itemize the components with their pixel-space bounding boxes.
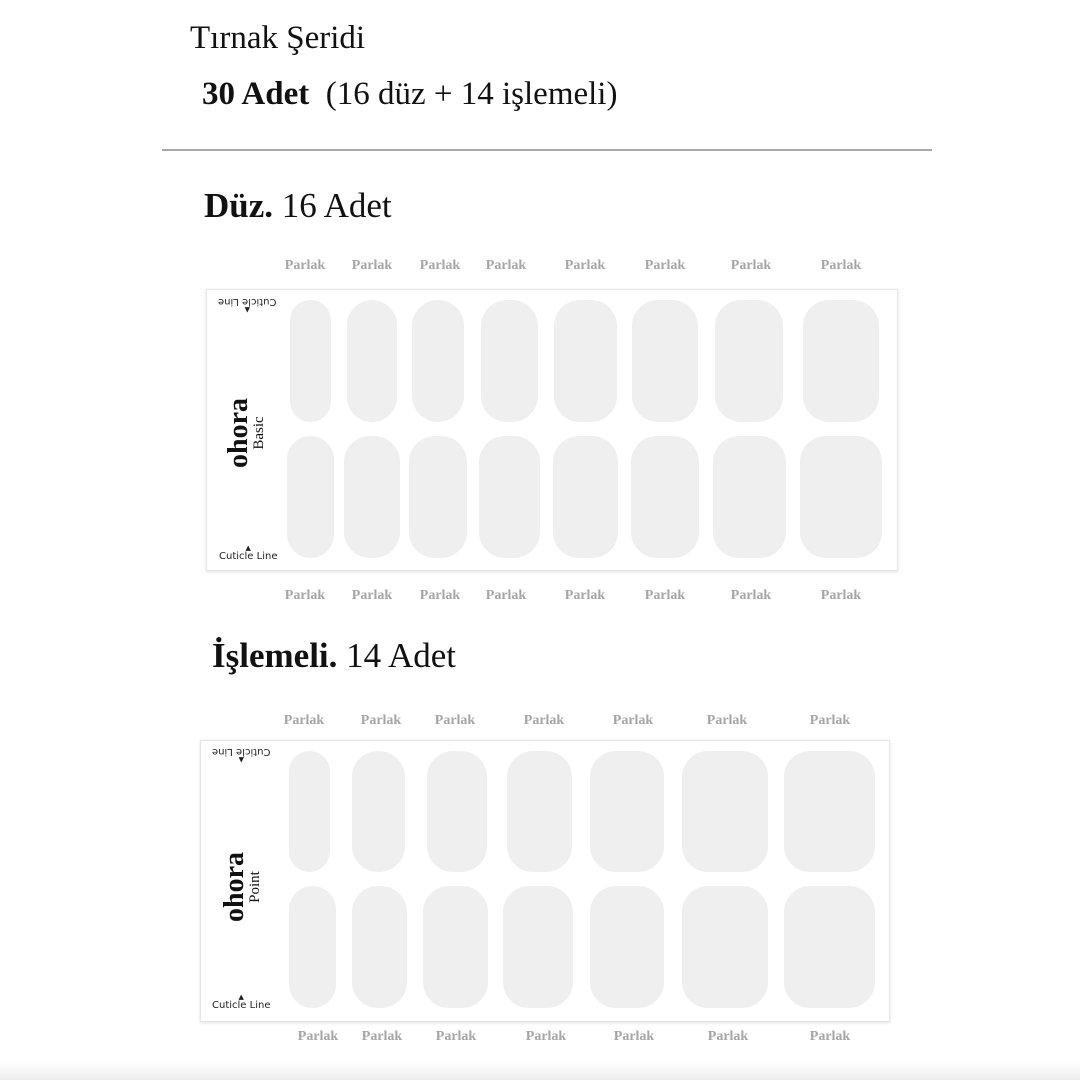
finish-label: Parlak: [820, 588, 862, 603]
piece-count-total: 30 Adet: [202, 76, 310, 112]
nail-strip[interactable]: [289, 886, 336, 1008]
section-heading-bold: Düz.: [204, 186, 274, 225]
nail-strip[interactable]: [352, 751, 405, 872]
nail-strip[interactable]: [423, 886, 488, 1008]
piece-count-detail: (16 düz + 14 işlemeli): [325, 76, 618, 112]
finish-label: Parlak: [820, 258, 862, 273]
piece-count: [202, 76, 617, 113]
finish-label: Parlak: [525, 1029, 567, 1044]
finish-label: Parlak: [730, 258, 772, 273]
finish-label: Parlak: [730, 588, 772, 603]
nail-strip[interactable]: [682, 886, 768, 1008]
nail-strip[interactable]: [481, 300, 538, 422]
finish-label: Parlak: [434, 713, 476, 728]
nail-strip[interactable]: [507, 751, 572, 872]
arrow-icon: ▲: [244, 306, 250, 314]
finish-label: Parlak: [644, 588, 686, 603]
finish-label: Parlak: [284, 258, 326, 273]
section-heading-count: 14 Adet: [346, 636, 456, 675]
section-heading-plain: [204, 186, 392, 226]
finish-label: Parlak: [564, 588, 606, 603]
nail-strip[interactable]: [479, 436, 540, 558]
nail-strip[interactable]: [409, 436, 467, 558]
arrow-icon: ▲: [238, 993, 244, 1001]
section-heading-count: 16 Adet: [281, 186, 392, 225]
nail-strip[interactable]: [344, 436, 400, 558]
finish-label: Parlak: [284, 588, 326, 603]
finish-label: Parlak: [351, 258, 393, 273]
finish-label: Parlak: [523, 713, 565, 728]
nail-strip[interactable]: [503, 886, 573, 1008]
nail-strip[interactable]: [682, 751, 768, 872]
finish-label: Parlak: [283, 713, 325, 728]
finish-label: Parlak: [644, 258, 686, 273]
nail-strip[interactable]: [287, 436, 334, 558]
finish-label: Parlak: [613, 1029, 655, 1044]
arrow-icon: ▲: [238, 756, 244, 764]
finish-label: Parlak: [485, 588, 527, 603]
series-name: Basic: [251, 416, 267, 450]
cuticle-line-top: [218, 296, 276, 313]
cuticle-line-bottom: [219, 545, 277, 562]
brand-logo: [223, 398, 267, 468]
nail-strip[interactable]: [715, 300, 783, 422]
finish-label: Parlak: [707, 1029, 749, 1044]
section-heading-pattern: [212, 636, 456, 676]
bottom-fade: [0, 1062, 1080, 1080]
finish-label: Parlak: [297, 1029, 339, 1044]
nail-strip[interactable]: [289, 751, 330, 872]
nail-strip[interactable]: [290, 300, 331, 422]
finish-label: Parlak: [485, 258, 527, 273]
section-heading-bold: İşlemeli.: [212, 636, 338, 675]
nail-strip[interactable]: [784, 886, 875, 1008]
finish-label: Parlak: [361, 1029, 403, 1044]
nail-strip[interactable]: [352, 886, 407, 1008]
arrow-icon: ▲: [245, 544, 251, 552]
finish-label: Parlak: [419, 588, 461, 603]
nail-strip[interactable]: [631, 436, 699, 558]
finish-label: Parlak: [809, 1029, 851, 1044]
cuticle-label: Cuticle Line: [212, 1000, 271, 1011]
nail-strip[interactable]: [554, 300, 617, 422]
page-title: Tırnak Şeridi: [190, 20, 366, 56]
nail-strip[interactable]: [800, 436, 882, 558]
nail-strip[interactable]: [553, 436, 618, 558]
nail-strip[interactable]: [427, 751, 487, 872]
series-name: Point: [247, 871, 263, 903]
finish-label: Parlak: [351, 588, 393, 603]
cuticle-label: Cuticle Line: [219, 551, 278, 562]
nail-strip[interactable]: [713, 436, 786, 558]
nail-strip[interactable]: [347, 300, 397, 422]
finish-label: Parlak: [419, 258, 461, 273]
nail-strip[interactable]: [784, 751, 875, 872]
nail-strip[interactable]: [803, 300, 879, 422]
finish-label: Parlak: [360, 713, 402, 728]
brand-name: ohora: [219, 852, 250, 922]
brand-logo: [219, 852, 263, 922]
brand-name: ohora: [223, 398, 254, 468]
nail-strip[interactable]: [590, 751, 664, 872]
cuticle-line-top: [212, 746, 270, 763]
nail-strip[interactable]: [412, 300, 464, 422]
nail-strip[interactable]: [632, 300, 698, 422]
cuticle-label: Cuticle Line: [212, 746, 271, 757]
finish-label: Parlak: [612, 713, 654, 728]
finish-label: Parlak: [564, 258, 606, 273]
cuticle-label: Cuticle Line: [218, 296, 277, 307]
divider: [162, 149, 932, 151]
cuticle-line-bottom: [212, 994, 270, 1011]
nail-strip[interactable]: [590, 886, 664, 1008]
finish-label: Parlak: [435, 1029, 477, 1044]
finish-label: Parlak: [706, 713, 748, 728]
finish-label: Parlak: [809, 713, 851, 728]
